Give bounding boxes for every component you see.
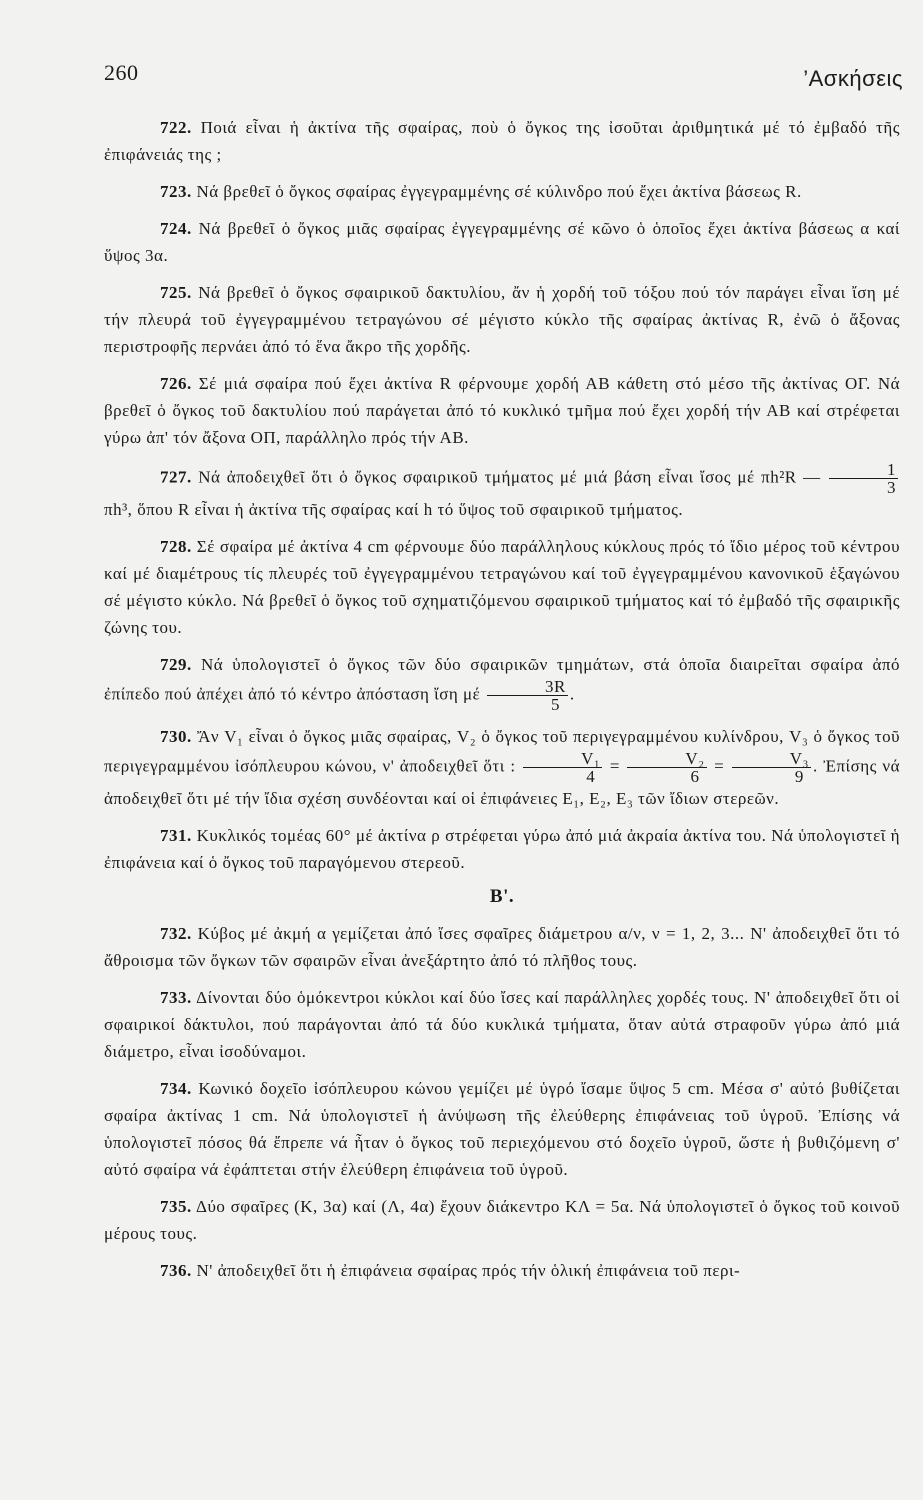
exercise-number: 731. bbox=[160, 826, 192, 845]
exercise-number: 726. bbox=[160, 374, 192, 393]
exercise-724 bbox=[104, 215, 900, 269]
exercise-number: 723. bbox=[160, 182, 192, 201]
exercise-number: 725. bbox=[160, 283, 192, 302]
exercise-text: Κυκλικός τομέας 60° μέ ἀκτίνα ρ στρέφεται γύρω ἀπό μιά ἀκραία ἀκτίνα του. Νά ὑπολογιστεῖ ἡ ἐπιφάνεια καί ὁ ὄγκος τοῦ παραγόμενου στερεοῦ. bbox=[104, 826, 900, 872]
numerator: V₃ bbox=[732, 750, 811, 768]
exercise-number: 736. bbox=[160, 1261, 192, 1280]
fraction bbox=[732, 750, 811, 785]
fraction bbox=[627, 750, 706, 785]
exercise-text: . Ἐπίσης νά ἀποδειχθεῖ ὅτι μέ τήν ἴδια σχέση συνδέονται καί οἱ ἐπιφάνειες Ε₁, Ε₂, Ε₃ τῶν ἴδιων στερεῶν. bbox=[104, 756, 901, 808]
exercise-text: Νά ὑπολογιστεῖ ὁ ὄγκος τῶν δύο σφαιρικῶν τμημάτων, στά ὁποῖα διαιρεῖται σφαίρα ἀπό ἐπίπεδο πού ἀπέχει ἀπό τό κέντρο ἀπόσταση ἴση μέ bbox=[104, 655, 901, 704]
numerator: V₁ bbox=[523, 750, 602, 768]
denominator: 3 bbox=[887, 478, 897, 497]
equals-sign: = bbox=[714, 756, 725, 776]
running-head: ’Ασκήσεις bbox=[803, 66, 903, 91]
exercise-number: 727. bbox=[160, 467, 192, 487]
exercise-734 bbox=[104, 1075, 900, 1183]
denominator: 5 bbox=[550, 695, 560, 714]
exercise-number: 730. bbox=[160, 727, 192, 746]
numerator: V₂ bbox=[627, 750, 706, 768]
numerator: 3R bbox=[487, 678, 568, 696]
exercise-number: 735. bbox=[160, 1197, 192, 1216]
exercise-list bbox=[104, 114, 900, 1294]
exercise-text: Νά βρεθεῖ ὁ ὄγκος σφαιρικοῦ δακτυλίου, ἄν ἡ χορδή τοῦ τόξου πού τόν παράγει εἶναι ἴση μέ τήν πλευρά τοῦ ἐγγεγραμμένου τετραγώνου σέ μέγιστο κύκλο τῆς σφαίρας ἀκτίνας R, ἐνῶ ὁ ἄξονας περιστροφῆς περνάει ἀπό τό ἕνα ἄκρο τῆς χορδῆς. bbox=[104, 283, 900, 356]
fraction bbox=[829, 461, 898, 496]
exercise-number: 734. bbox=[160, 1079, 192, 1098]
exercise-735 bbox=[104, 1193, 900, 1247]
exercise-text: Σέ σφαίρα μέ ἀκτίνα 4 cm φέρνουμε δύο παράλληλους κύκλους πρός τό ἴδιο μέρος τοῦ κέντρου καί μέ διαμέτρους τίς πλευρές τοῦ ἐγγεγραμμένου τετραγώνου καί τοῦ ἐγγεγραμμένου κανονικοῦ ἑξαγώνου σέ μέγιστο κύκλο. Νά βρεθεῖ ὁ ὄγκος τοῦ σχηματιζόμενου σφαιρικοῦ τμήματος καί τό ἐμβαδό τῆς σφαιρικῆς ζώνης του. bbox=[104, 537, 900, 637]
exercise-731 bbox=[104, 822, 900, 876]
exercise-text: ὅπου R εἶναι ἡ ἀκτίνα τῆς σφαίρας καί h τό ὕψος τοῦ σφαιρικοῦ τμήματος. bbox=[137, 500, 684, 519]
equals-sign: = bbox=[609, 756, 620, 776]
formula-part: πh³, bbox=[104, 500, 133, 519]
exercise-728 bbox=[104, 533, 900, 641]
section-heading: Β'. bbox=[489, 886, 515, 907]
numerator: 1 bbox=[829, 461, 898, 479]
exercise-725 bbox=[104, 279, 900, 360]
fraction bbox=[487, 678, 568, 713]
exercise-729 bbox=[104, 651, 900, 713]
formula-part: πh²R — bbox=[761, 467, 821, 487]
exercise-text: Δύο σφαῖρες (Κ, 3α) καί (Λ, 4α) ἔχουν διάκεντρο ΚΛ = 5α. Νά ὑπολογιστεῖ ὁ ὄγκος τοῦ κοινοῦ μέρους τους. bbox=[104, 1197, 901, 1243]
exercise-text: Δίνονται δύο ὁμόκεντροι κύκλοι καί δύο ἴσες καί παράλληλες χορδές τους. Ν' ἀποδειχθεῖ ὅτι οἱ σφαιρικοί δάκτυλοι, πού παράγονται ἀπό τά δύο κυκλικά τμήματα, ὅταν αὐτά στραφοῦν γύρω ἀπό μιά διάμετρο, εἶναι ἰσοδύναμοι. bbox=[104, 988, 900, 1061]
exercise-text: Νά ἀποδειχθεῖ ὅτι ὁ ὄγκος σφαιρικοῦ τμήματος μέ μιά βάση εἶναι ἴσος μέ bbox=[198, 467, 755, 487]
denominator: 6 bbox=[690, 767, 700, 786]
exercise-726 bbox=[104, 370, 900, 451]
exercise-text: Νά βρεθεῖ ὁ ὄγκος μιᾶς σφαίρας ἐγγεγραμμένης σέ κῶνο ὁ ὁποῖος ἔχει ἀκτίνα βάσεως α καί ὕψος 3α. bbox=[104, 219, 901, 265]
exercise-number: 733. bbox=[160, 988, 192, 1007]
exercise-number: 728. bbox=[160, 537, 192, 556]
exercise-number: 724. bbox=[160, 219, 192, 238]
exercise-number: 729. bbox=[160, 655, 192, 674]
denominator: 9 bbox=[794, 767, 804, 786]
exercise-732 bbox=[104, 920, 900, 974]
exercise-text: Κύβος μέ ἀκμή α γεμίζεται ἀπό ἴσες σφαῖρες διάμετρου α/ν, ν = 1, 2, 3... Ν' ἀποδειχθεῖ ὅτι τό ἄθροισμα τῶν ὄγκων τῶν σφαιρῶν εἶναι ἀνεξάρτητο ἀπό τό πλῆθος τους. bbox=[104, 924, 900, 970]
exercise-733 bbox=[104, 984, 900, 1065]
exercise-text: Ἄν V₁ εἶναι ὁ ὄγκος μιᾶς σφαίρας, V₂ ὁ ὄγκος τοῦ περιγεγραμμένου κυλίνδρου, V₃ ὁ ὄγκος τοῦ περιγεγραμμένου ἰσόπλευρου κώνου, ν' ἀποδειχθεῖ ὅτι : bbox=[104, 727, 901, 776]
denominator: 4 bbox=[586, 767, 596, 786]
page-number: 260 bbox=[104, 60, 139, 85]
exercise-number: 722. bbox=[160, 118, 192, 137]
exercise-736 bbox=[104, 1257, 900, 1284]
exercise-723 bbox=[104, 178, 900, 205]
period: . bbox=[569, 684, 575, 704]
exercise-text: Νά βρεθεῖ ὁ ὄγκος σφαίρας ἐγγεγραμμένης σέ κύλινδρο πού ἔχει ἀκτίνα βάσεως R. bbox=[196, 182, 802, 201]
exercise-text: Ν' ἀποδειχθεῖ ὅτι ἡ ἐπιφάνεια σφαίρας πρός τήν ὁλική ἐπιφάνεια τοῦ περι- bbox=[196, 1261, 741, 1280]
exercise-text: Ποιά εἶναι ἡ ἀκτίνα τῆς σφαίρας, ποὺ ὁ ὄγκος της ἰσοῦται ἀριθμητικά μέ τό ἐμβαδό τῆς ἐπιφάνειάς της ; bbox=[104, 118, 900, 164]
exercise-727 bbox=[104, 461, 900, 523]
exercise-text: Σέ μιά σφαίρα πού ἔχει ἀκτίνα R φέρνουμε χορδή ΑΒ κάθετη στό μέσο τῆς ἀκτίνας ΟΓ. Νά βρεθεῖ ὁ ὄγκος τοῦ δακτυλίου πού παράγεται ἀπό τό κυκλικό τμῆμα πού ἔχει χορδή τήν ΑΒ καί στρέφεται γύρω ἀπ' τόν ἄξονα ΟΠ, παράλληλο πρός τήν ΑΒ. bbox=[104, 374, 900, 447]
exercise-730 bbox=[104, 723, 900, 812]
exercise-text: Κωνικό δοχεῖο ἰσόπλευρου κώνου γεμίζει μέ ὑγρό ἴσαμε ὕψος 5 cm. Μέσα σ' αὐτό βυθίζεται σφαίρα ἀκτίνας 1 cm. Νά ὑπολογιστεῖ ἡ ἀνύψωση τῆς ἐλεύθερης ἐπιφάνειας τοῦ ὑγροῦ. Ἐπίσης νά ὑπολογιστεῖ πόσος θά ἔπρεπε νά ἦταν ὁ ὄγκος τοῦ περιεχόμενου στό δοχεῖο ὑγροῦ, ὥστε ἡ βυθιζόμενη σ' αὐτό σφαίρα νά ἐφάπτεται στήν ἐλεύθερη ἐπιφάνεια τοῦ ὑγροῦ. bbox=[104, 1079, 900, 1179]
exercise-number: 732. bbox=[160, 924, 192, 943]
exercise-722 bbox=[104, 114, 900, 168]
fraction bbox=[523, 750, 602, 785]
